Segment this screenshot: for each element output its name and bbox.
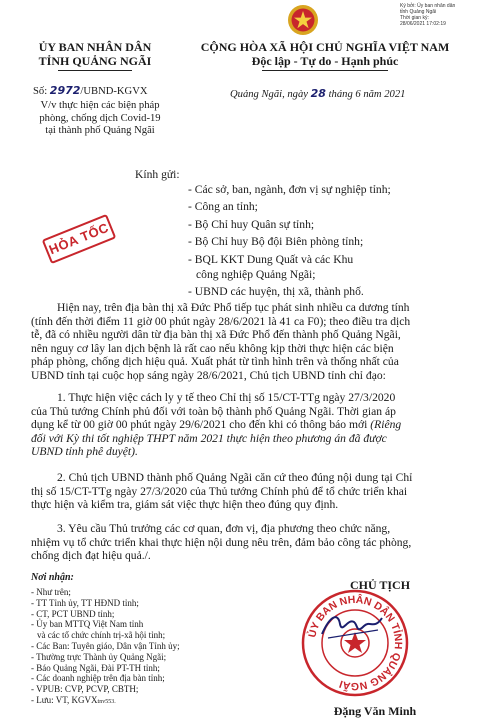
issuer-line-2: TỈNH QUẢNG NGÃI	[38, 54, 152, 68]
digital-signature-line: Ký bởi: Ủy ban nhân dân	[400, 3, 456, 9]
luu-code: tnv553.	[97, 698, 116, 705]
subject-line: phòng, chống dịch Covid-19	[39, 112, 161, 124]
paragraph-line: nên nguy cơ lây lan dịch bệnh là rất cao nếu không kịp thời thực hiện các biện	[31, 341, 394, 355]
noi-nhan-item: - Như trên;	[31, 587, 71, 597]
national-motto: Độc lập - Tự do - Hạnh phúc	[251, 54, 399, 68]
official-seal-icon	[300, 588, 410, 698]
item1-italic-note: (Riêng	[370, 418, 402, 432]
subject-line: tại thành phố Quảng Ngãi	[45, 125, 155, 137]
paragraph-line: (tính đến thời điểm 11 giờ 00 phút ngày 28/6/2021 là 41 ca F0); theo điều tra dịch	[31, 314, 411, 328]
noi-nhan-item: - TT Tỉnh ủy, TT HĐND tỉnh;	[31, 597, 139, 608]
noi-nhan-item: và các tổ chức chính trị-xã hội tỉnh;	[37, 630, 166, 641]
national-title	[175, 40, 475, 68]
paragraph-line: đối với Kỳ thi tốt nghiệp THPT năm 2021 thực hiện theo phương án đã được	[31, 431, 387, 445]
seal-ring-text: ỦY BAN NHÂN DÂN TỈNH QUẢNG NGÃI	[306, 593, 405, 693]
noi-nhan-item: - Các doanh nghiệp trên địa bàn tỉnh;	[31, 673, 165, 684]
paragraph-line	[31, 418, 471, 432]
paragraph-line: 2. Chủ tịch UBND thành phố Quảng Ngãi căn cứ theo đúng nội dung tại Chỉ	[57, 471, 413, 484]
paragraph-line: thị số 15/CT-TTg ngày 27/3/2020 của Thủ tướng Chính phủ để tổ chức triển khai	[31, 484, 408, 498]
paragraph-line: UBND tỉnh phê duyệt).	[31, 445, 138, 459]
directive-item-3	[31, 522, 471, 563]
doc-number-suffix: /UBND-KGVX	[80, 86, 148, 97]
date-day-handwritten: 28	[310, 87, 326, 100]
digital-signature-block	[400, 3, 476, 27]
paragraph-line: pháp phòng, chống dịch hiệu quả. Xuất phát từ tình hình trên và thống nhất của	[31, 355, 399, 369]
paragraph-line: chống dịch đạt hiệu quả./.	[31, 549, 151, 563]
digital-signature-line: tỉnh Quảng Ngãi	[400, 9, 437, 15]
doc-number-handwritten: 2972	[49, 84, 81, 97]
item1-text: dụng kể từ 00 giờ 00 phút ngày 29/6/2021 cho đến khi có thông báo mới	[31, 418, 368, 432]
paragraph-line: thực hiện và kiểm tra, giám sát việc thực hiện theo đúng quy định.	[31, 498, 339, 512]
handwritten-signature-icon	[318, 608, 388, 642]
recipient-item: - BQL KKT Dung Quất và các Khu	[188, 252, 354, 266]
digital-signature-line: 28/06/2021 17:02:19	[400, 21, 446, 27]
paragraph-line: của Thủ tướng Chính phủ đối với toàn bộ thành phố Quảng Ngãi. Thời gian áp	[31, 404, 396, 418]
recipient-item: công nghiệp Quảng Ngãi;	[196, 267, 316, 281]
national-emblem-icon	[287, 4, 319, 36]
issuer-underline	[58, 70, 132, 71]
subject-block	[20, 100, 180, 138]
recipient-item: - Bộ Chỉ huy Quân sự tỉnh;	[188, 217, 315, 231]
motto-underline	[262, 70, 388, 71]
directive-item-1	[31, 391, 471, 459]
paragraph-line: 3. Yêu cầu Thủ trưởng các cơ quan, đơn vị, địa phương theo chức năng,	[57, 522, 391, 535]
recipient-item: - UBND các huyện, thị xã, thành phố.	[188, 284, 364, 298]
date-rest: tháng 6 năm 2021	[328, 89, 406, 100]
noi-nhan-item	[31, 695, 231, 708]
noi-nhan-item: - Thường trực Thành ủy Quảng Ngãi;	[31, 651, 167, 662]
issuer-header	[20, 40, 170, 68]
recipient-item: - Công an tỉnh;	[188, 200, 258, 214]
paragraph-line: Hiện nay, trên địa bàn thị xã Đức Phổ tiếp tục phát sinh nhiều ca dương tính	[57, 301, 410, 314]
urgent-stamp: HỎA TỐC	[42, 214, 117, 264]
issuer-line-1: ỦY BAN NHÂN DÂN	[38, 40, 152, 54]
paragraph-line: nhiệm vụ tổ chức triển khai thực hiện nội dung nêu trên, đảm bảo công tác phòng,	[31, 535, 412, 549]
paragraph-line: tễ, đã có nhiều người dân từ địa bàn thị xã Đức Phổ đến thành phố Quảng Ngãi,	[31, 328, 401, 342]
subject-line: V/v thực hiện các biện pháp	[40, 100, 160, 111]
recipient-item: - Bộ Chỉ huy Bộ đội Biên phòng tỉnh;	[188, 235, 364, 249]
date-prefix: Quảng Ngãi, ngày	[230, 89, 308, 100]
kinh-gui-label: Kính gửi:	[135, 168, 180, 181]
luu-label: - Lưu: VT, KGVX	[31, 694, 98, 705]
noi-nhan-item: - Báo Quảng Ngãi, Đài PT-TH tỉnh;	[31, 662, 160, 673]
intro-paragraph	[31, 301, 471, 383]
doc-number-prefix: Số:	[33, 86, 48, 97]
noi-nhan-item: - CT, PCT UBND tỉnh;	[31, 608, 115, 619]
noi-nhan-item: - Ủy ban MTTQ Việt Nam tỉnh	[31, 619, 144, 630]
noi-nhan-item: - VPUB: CVP, PCVP, CBTH;	[31, 684, 139, 695]
national-title-line-1: CỘNG HÒA XÃ HỘI CHỦ NGHĨA VIỆT NAM	[200, 40, 450, 54]
recipients-list	[188, 183, 473, 299]
date-line	[230, 88, 470, 102]
noi-nhan-item: - Các Ban: Tuyên giáo, Dân vận Tỉnh ủy;	[31, 640, 180, 651]
recipient-item: - Các sở, ban, ngành, đơn vị sự nghiệp tỉnh;	[188, 183, 391, 196]
signer-title: CHỦ TỊCH	[349, 578, 411, 592]
paragraph-line: 1. Thực hiện việc cách ly y tế theo Chỉ thị số 15/CT-TTg ngày 27/3/2020	[57, 391, 396, 404]
noi-nhan-title: Nơi nhận:	[31, 572, 74, 583]
paragraph-line: UBND tỉnh tại cuộc họp sáng ngày 28/6/2021, Chủ tịch UBND tỉnh chỉ đạo:	[31, 368, 386, 382]
digital-signature-line: Thời gian ký:	[400, 15, 429, 21]
directive-item-2	[31, 471, 471, 512]
noi-nhan-list	[31, 587, 231, 708]
signer-name: Đặng Văn Minh	[333, 704, 417, 718]
document-number	[33, 85, 193, 99]
